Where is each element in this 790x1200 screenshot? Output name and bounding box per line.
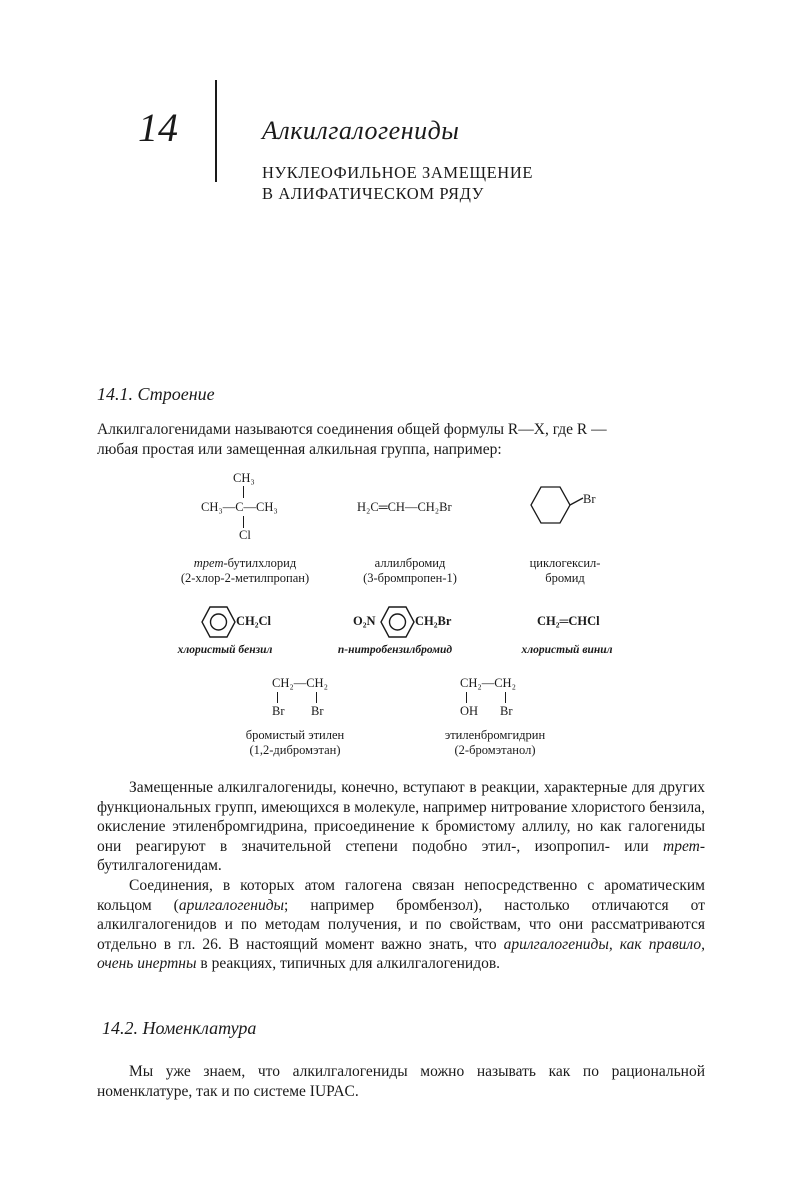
tbutyl-main-chain: CH₃—C—CH₃ bbox=[201, 500, 278, 514]
vinyl-formula: CH₂═CHCl bbox=[537, 614, 600, 628]
cyclohexyl-name-line1: циклогексил- bbox=[529, 556, 601, 570]
cyclohexane-ring-icon bbox=[528, 484, 588, 534]
tbutyl-bond-top bbox=[243, 486, 244, 498]
tbutyl-name-line bbox=[160, 556, 330, 571]
bromohydrin-bond2 bbox=[505, 692, 506, 703]
bromohydrin-name-line: этиленбромгидрин bbox=[444, 728, 546, 742]
para2-italic1: арилгалогениды bbox=[178, 896, 285, 914]
tbutyl-name bbox=[160, 556, 330, 586]
dibromo-x1: Br bbox=[272, 704, 285, 718]
section2-heading: 14.2. Номенклатура bbox=[102, 1018, 257, 1038]
bromohydrin-x1: OH bbox=[460, 704, 479, 718]
body-text bbox=[97, 778, 705, 974]
nitrobenzyl-o2n: O₂N bbox=[353, 614, 376, 628]
bromohydrin-chain: CH₂—CH₂ bbox=[460, 676, 516, 690]
nitrobenzene-ring-icon bbox=[380, 606, 416, 640]
tbutyl-name-italic: трет bbox=[193, 556, 224, 570]
chapter-title: Алкилгалогениды bbox=[262, 116, 460, 145]
tbutyl-bond-bottom bbox=[243, 516, 244, 528]
dibromo-chain: CH₂—CH₂ bbox=[272, 676, 328, 690]
bromohydrin-bond1 bbox=[466, 692, 467, 703]
para1-text1: Замещенные алкилгалогениды, конечно, вступают в реакции, характерные для других функциональных групп, имеющихся в молекуле, например нитрование хлористого бензила, окисление этиленбромгидрина, присоединение к бромистому аллилу, но как галогениды они реагируют в значительной степени подобно этил-, изопропил- или bbox=[97, 779, 705, 855]
dibromo-x2: Br bbox=[311, 704, 324, 718]
cyclohexyl-name bbox=[505, 556, 625, 586]
section1-intro-line1: Алкилгалогенидами называются соединения общей формулы R—X, где R — bbox=[97, 421, 607, 438]
para2-text2: ; например бромбензол), настолько отличаются от алкилгалогенидов и по методам получения, и по свойствам, что они рассматриваются отдельно в гл. 26. В настоящий момент важно знать, что bbox=[97, 896, 705, 953]
nitrobenzyl-substituent: CH₂Br bbox=[415, 614, 452, 628]
para1-text2: -бутилгалогенидам. bbox=[97, 837, 705, 875]
tbutyl-iupac: (2-хлор-2-метилпропан) bbox=[180, 571, 310, 585]
allyl-name-line: аллилбромид bbox=[374, 556, 446, 570]
dibromo-name bbox=[225, 728, 365, 758]
para2-italic2: арилгалогениды, как правило, очень инертны bbox=[97, 935, 706, 973]
bromohydrin-x2: Br bbox=[500, 704, 513, 718]
section1-intro-line2: любая простая или замещенная алкильная группа, например: bbox=[97, 440, 502, 458]
dibromo-name-line: бромистый этилен bbox=[245, 728, 345, 742]
chapter-subtitle bbox=[262, 162, 533, 204]
section2-paragraph: Мы уже знаем, что алкилгалогениды можно называть как по рациональной номенклатуре, так и по системе IUPAC. bbox=[97, 1063, 705, 1100]
tbutyl-ch3-top: CH₃ bbox=[233, 471, 255, 485]
para2-text1: Соединения, в которых атом галогена связан непосредственно с ароматическим кольцом ( bbox=[97, 876, 705, 914]
paragraph-arylhalides bbox=[97, 876, 705, 974]
dibromo-bond1 bbox=[277, 692, 278, 703]
chapter-subtitle-line1: НУКЛЕОФИЛЬНОЕ ЗАМЕЩЕНИЕ bbox=[262, 163, 534, 182]
cyclohexyl-name-line2: бромид bbox=[545, 571, 585, 585]
allyl-name bbox=[340, 556, 480, 586]
chapter-number: 14 bbox=[138, 105, 178, 150]
para1-italic: трет bbox=[663, 837, 700, 855]
benzene-ring-icon bbox=[201, 606, 237, 640]
benzyl-substituent: CH₂Cl bbox=[236, 614, 271, 628]
allyl-formula: H₂C═CH—CH₂Br bbox=[357, 500, 452, 514]
para2-text3: в реакциях, типичных для алкилгалогенидов. bbox=[196, 955, 501, 973]
chapter-divider bbox=[215, 80, 217, 182]
chapter-subtitle-line2: В АЛИФАТИЧЕСКОМ РЯДУ bbox=[262, 184, 485, 203]
section1-intro bbox=[97, 420, 705, 459]
section2-body bbox=[97, 1062, 705, 1101]
tbutyl-cl: Cl bbox=[239, 528, 251, 542]
cyclohexyl-br: Br bbox=[583, 492, 596, 506]
vinyl-name: хлористый винил bbox=[521, 644, 613, 656]
dibromo-bond2 bbox=[316, 692, 317, 703]
allyl-iupac: (3-бромпропен-1) bbox=[363, 571, 457, 585]
tbutyl-name-rest: -бутилхлорид bbox=[223, 556, 297, 570]
bromohydrin-iupac: (2-бромэтанол) bbox=[454, 743, 536, 757]
benzyl-name: хлористый бензил bbox=[177, 644, 273, 656]
dibromo-iupac: (1,2-дибромэтан) bbox=[249, 743, 341, 757]
section1-heading: 14.1. Строение bbox=[97, 384, 215, 404]
bromohydrin-name bbox=[420, 728, 570, 758]
paragraph-substituted bbox=[97, 778, 705, 876]
nitrobenzyl-name: n-нитробензилбромид bbox=[337, 644, 453, 656]
